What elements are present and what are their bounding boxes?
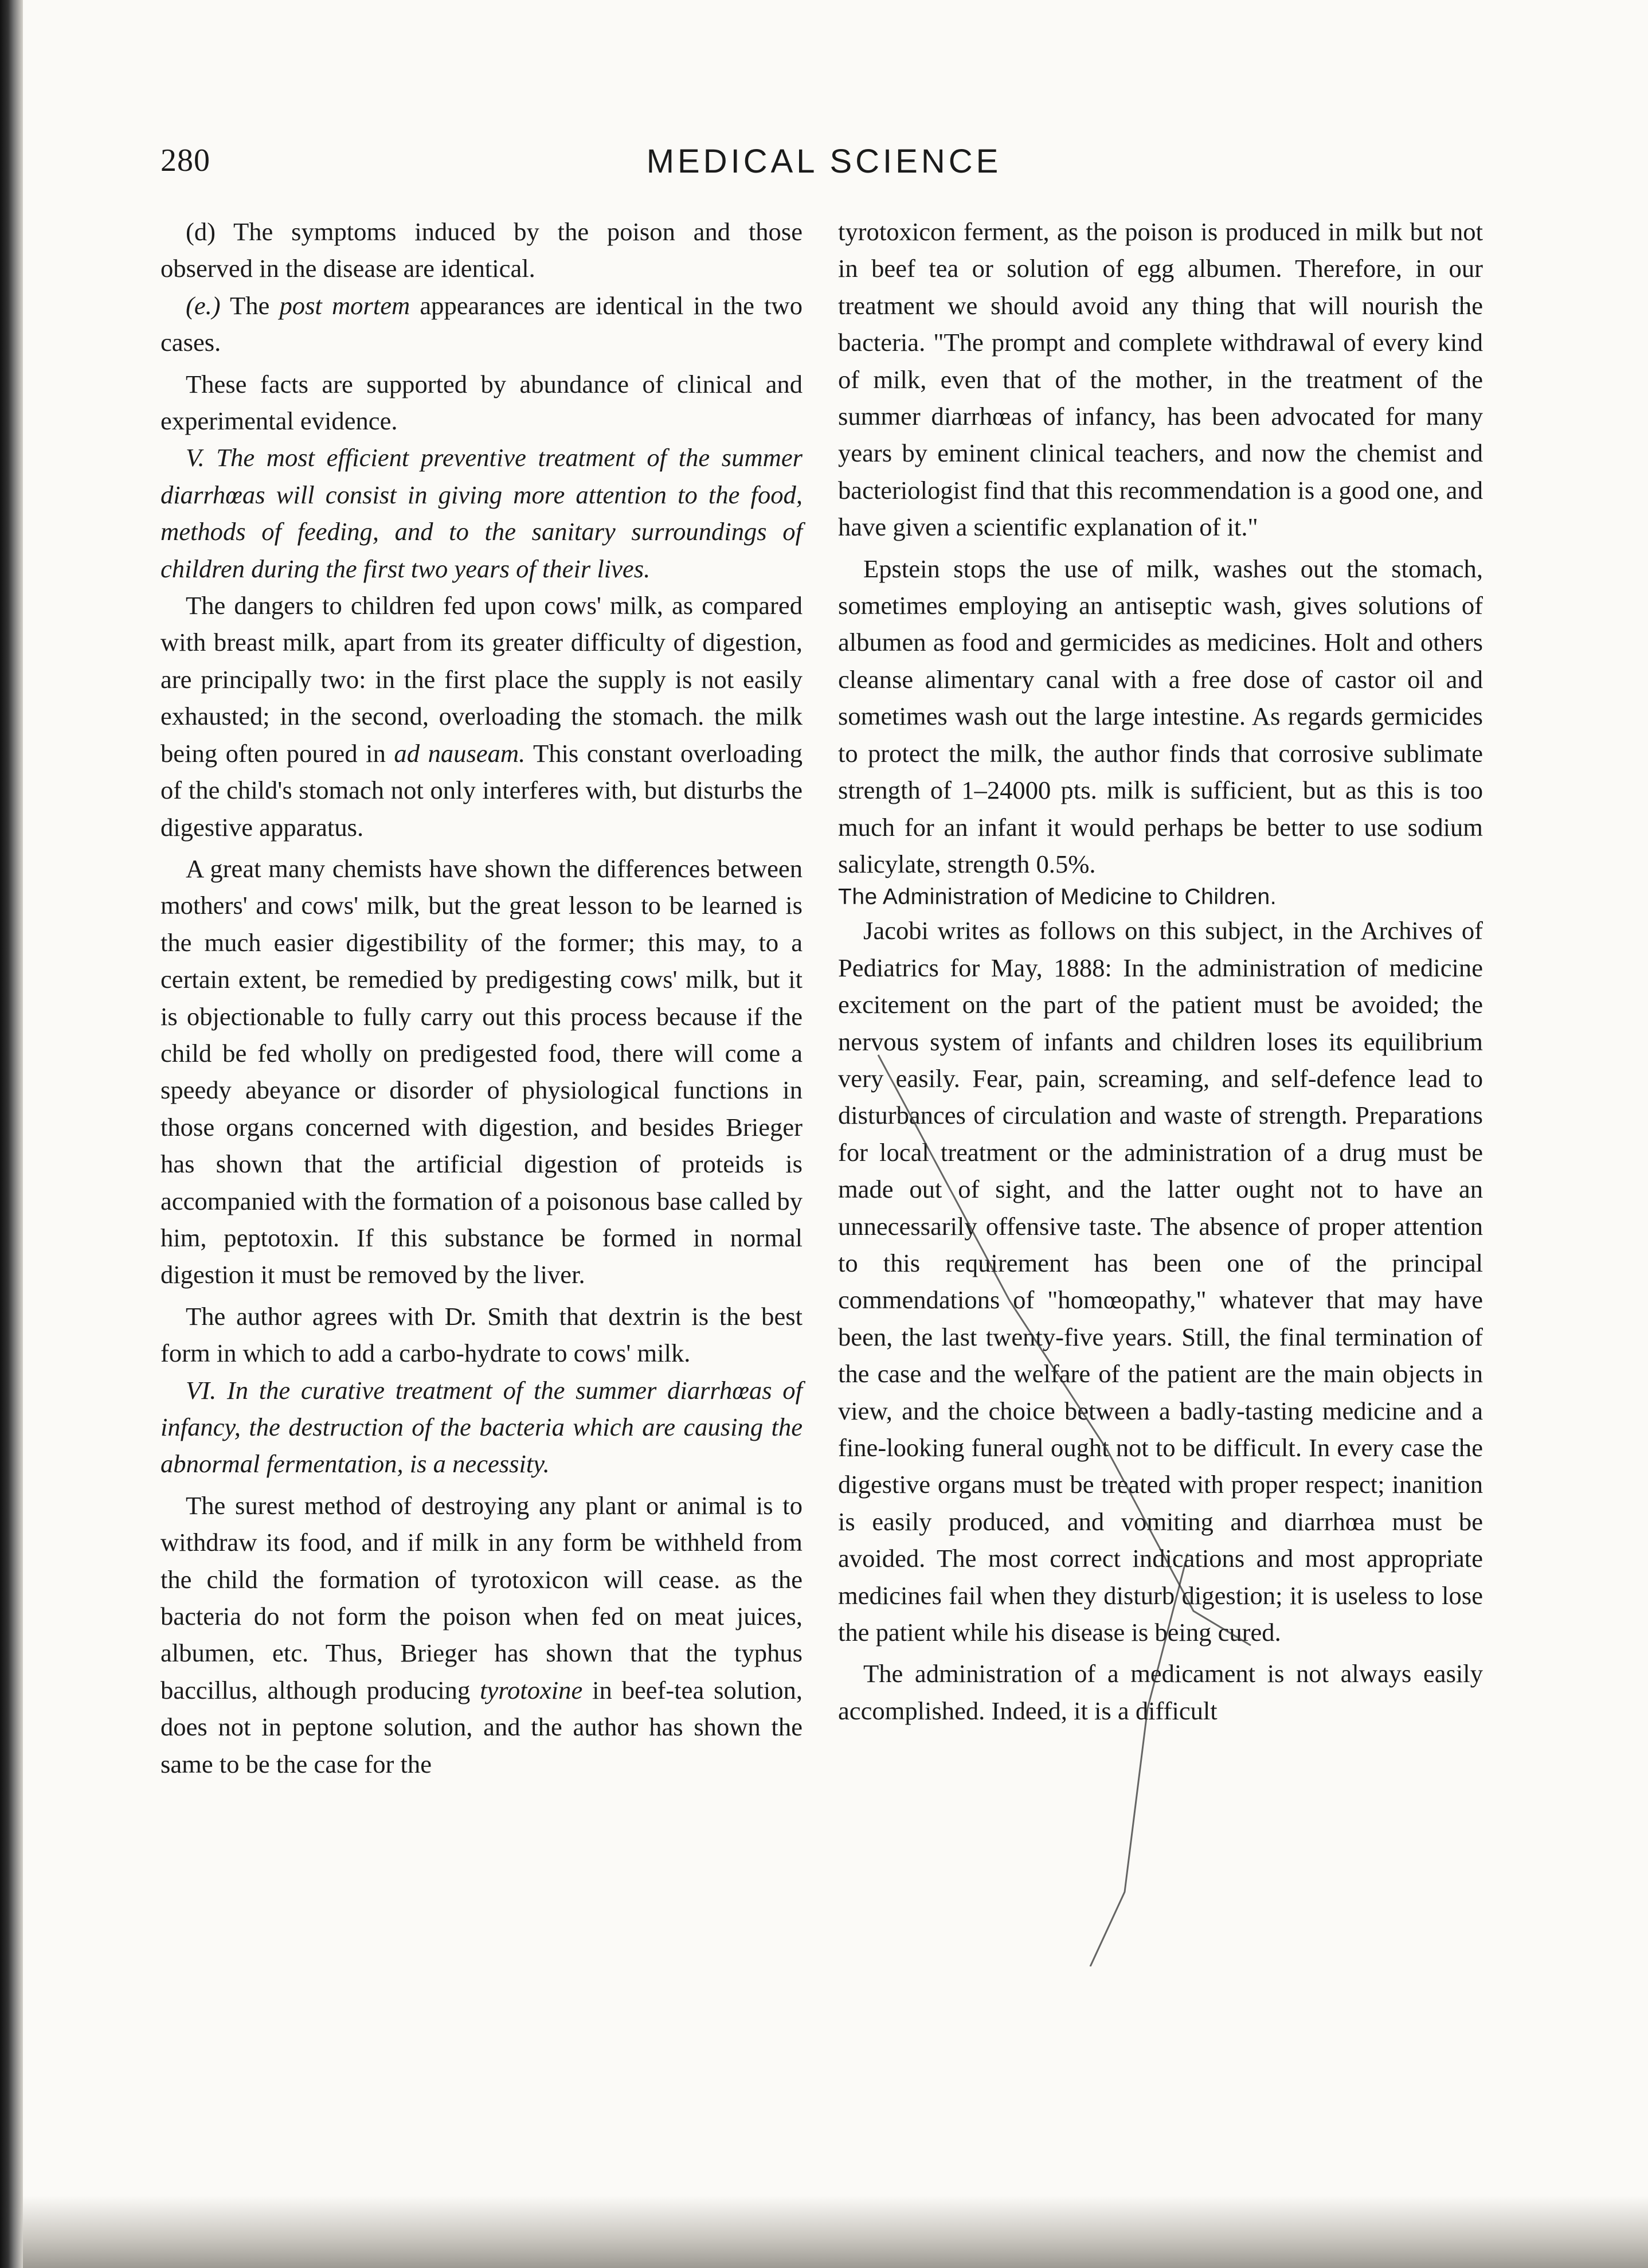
paragraph-jacobi: Jacobi writes as follows on this subject, in the Archives of Pediatrics for May, 1888: In the administration of medicine excitement on the part of the patient must be avoided; the nervous system of infants and children loses its equilibrium very easily. Fear, pain, screaming, and self-defence lead to disturbances of circulation and waste of strength. Preparations for local treatment or the administration of a drug must be made out of sight, and the latter ought not to have an unnecessarily offensive taste. The absence of proper attention to this requirement has been one of the principal commendations of "homœopathy," whatever that may have been, the last twenty-five years. Still, the final termination of the case and the welfare of the patient are the main objects in view, and the choice between a badly-tasting medicine and a fine-looking funeral ought not to be difficult. In every case the digestive organs must be treated with proper respect; inanition is easily produced, and vomiting and diarrhœa must be avoided. The most correct indications and most appropriate medicines fail when they disturb digestion; it is useless to lose the patient while his disease is being cured. (838, 916, 1483, 1647)
paragraph-epstein: Epstein stops the use of milk, washes out the stomach, sometimes employing an antiseptic wash, gives solutions of albumen as food and germicides as medicines. Holt and others cleanse alimentary canal with a free dose of castor oil and sometimes wash out the large intestine. As regards germicides to protect the milk, the author finds that corrosive sublimate strength of 1–24000 pts. milk is sufficient, but as this is too much for an infant it would perhaps be better to use sodium salicylate, strength 0.5%. (838, 554, 1483, 878)
paragraph-e (161, 287, 803, 361)
paragraph-dangers-italic: ad nauseam. (394, 738, 526, 768)
paragraph-e-text-b: appearances are identical in the two cases. (161, 291, 803, 357)
paragraph-tyrotoxicon: tyrotoxicon ferment, as the poison is produced in milk but not in beef tea or solution of egg albumen. Therefore, in our treatment we should avoid any thing that will nourish the bacteria. "The prompt and complete withdrawal of every kind of milk, even that of the mother, in the treatment of the summer diarrhœas of infancy, has been advocated for many years by eminent clinical teachers, and now the chemist and bacteriologist find that this recommendation is a good one, and have given a scientific explanation of it." (838, 217, 1483, 542)
paragraph-conclusion-v: V. The most efficient preventive treatment of the summer diarrhœas will consist in giving more attention to the food, methods of feeding, and to the sanitary surroundings of children during the first two years of their lives. (161, 443, 803, 583)
page-number: 280 (161, 143, 210, 178)
paragraph-conclusion-vi: VI. In the curative treatment of the summer diarrhœas of infancy, the destruction of the bacteria which are causing the abnormal fermentation, is a necessity. (161, 1375, 803, 1479)
paragraph-dextrin: The author agrees with Dr. Smith that dextrin is the best form in which to add a carbo-hydrate to cows' milk. (161, 1301, 803, 1368)
paragraph-dangers-text-a: The dangers to children fed upon cows' milk, as compared with breast milk, apart from its greater difficulty of digestion, are principally two: in the first place the supply is not easily exhausted; in the second, overloading the stomach. the milk being often poured in (161, 591, 803, 768)
paragraph-surest-method (161, 1487, 803, 1782)
paragraph-e-italic: post mortem (279, 291, 410, 320)
right-column (838, 213, 1483, 1729)
scan-bottom-edge (23, 2196, 1648, 2268)
section-heading: The Administration of Medicine to Children. (838, 885, 1277, 910)
paragraph-surest-italic: tyrotoxine (480, 1675, 583, 1704)
paragraph-dangers-text-b: This constant overloading of the child's stomach not only interferes with, but disturbs the digestive apparatus. (161, 738, 803, 842)
left-column (161, 213, 803, 1782)
running-head: MEDICAL SCIENCE (646, 143, 1002, 180)
paragraph-surest-text-a: The surest method of destroying any plant or animal is to withdraw its food, and if milk in any form be withheld from the child the formation of tyrotoxicon will cease. as the bacteria do not form the poison when fed on meat juices, albumen, etc. Thus, Brieger has shown that the typhus baccillus, although producing (161, 1491, 803, 1704)
paragraph-dangers (161, 587, 803, 846)
paragraph-administration: The administration of a medicament is not always easily accomplished. Indeed, it is a difficult (838, 1659, 1483, 1725)
scan-binding-edge (0, 0, 23, 2268)
paragraph-e-text-a: The (220, 291, 280, 320)
paragraph-surest-text-b: in beef-tea solution, does not in peptone solution, and the author has shown the same to be the case for the (161, 1675, 803, 1778)
paragraph-evidence: These facts are supported by abundance of clinical and experimental evidence. (161, 369, 803, 436)
paragraph-d: (d) The symptoms induced by the poison and those observed in the disease are identical. (161, 217, 803, 283)
paragraph-e-label: (e.) (186, 291, 221, 320)
paragraph-chemists: A great many chemists have shown the differences between mothers' and cows' milk, but the great lesson to be learned is the much easier digestibility of the former; this may, to a certain extent, be remedied by predigesting cows' milk, but it is objectionable to fully carry out this process because if the child be fed wholly on predigested food, there will come a speedy abeyance or disorder of physiological functions in those organs concerned with digestion, and besides Brieger has shown that the artificial digestion of proteids is accompanied with the formation of a poisonous base called by him, peptotoxin. If this substance be formed in normal digestion it must be removed by the liver. (161, 854, 803, 1289)
